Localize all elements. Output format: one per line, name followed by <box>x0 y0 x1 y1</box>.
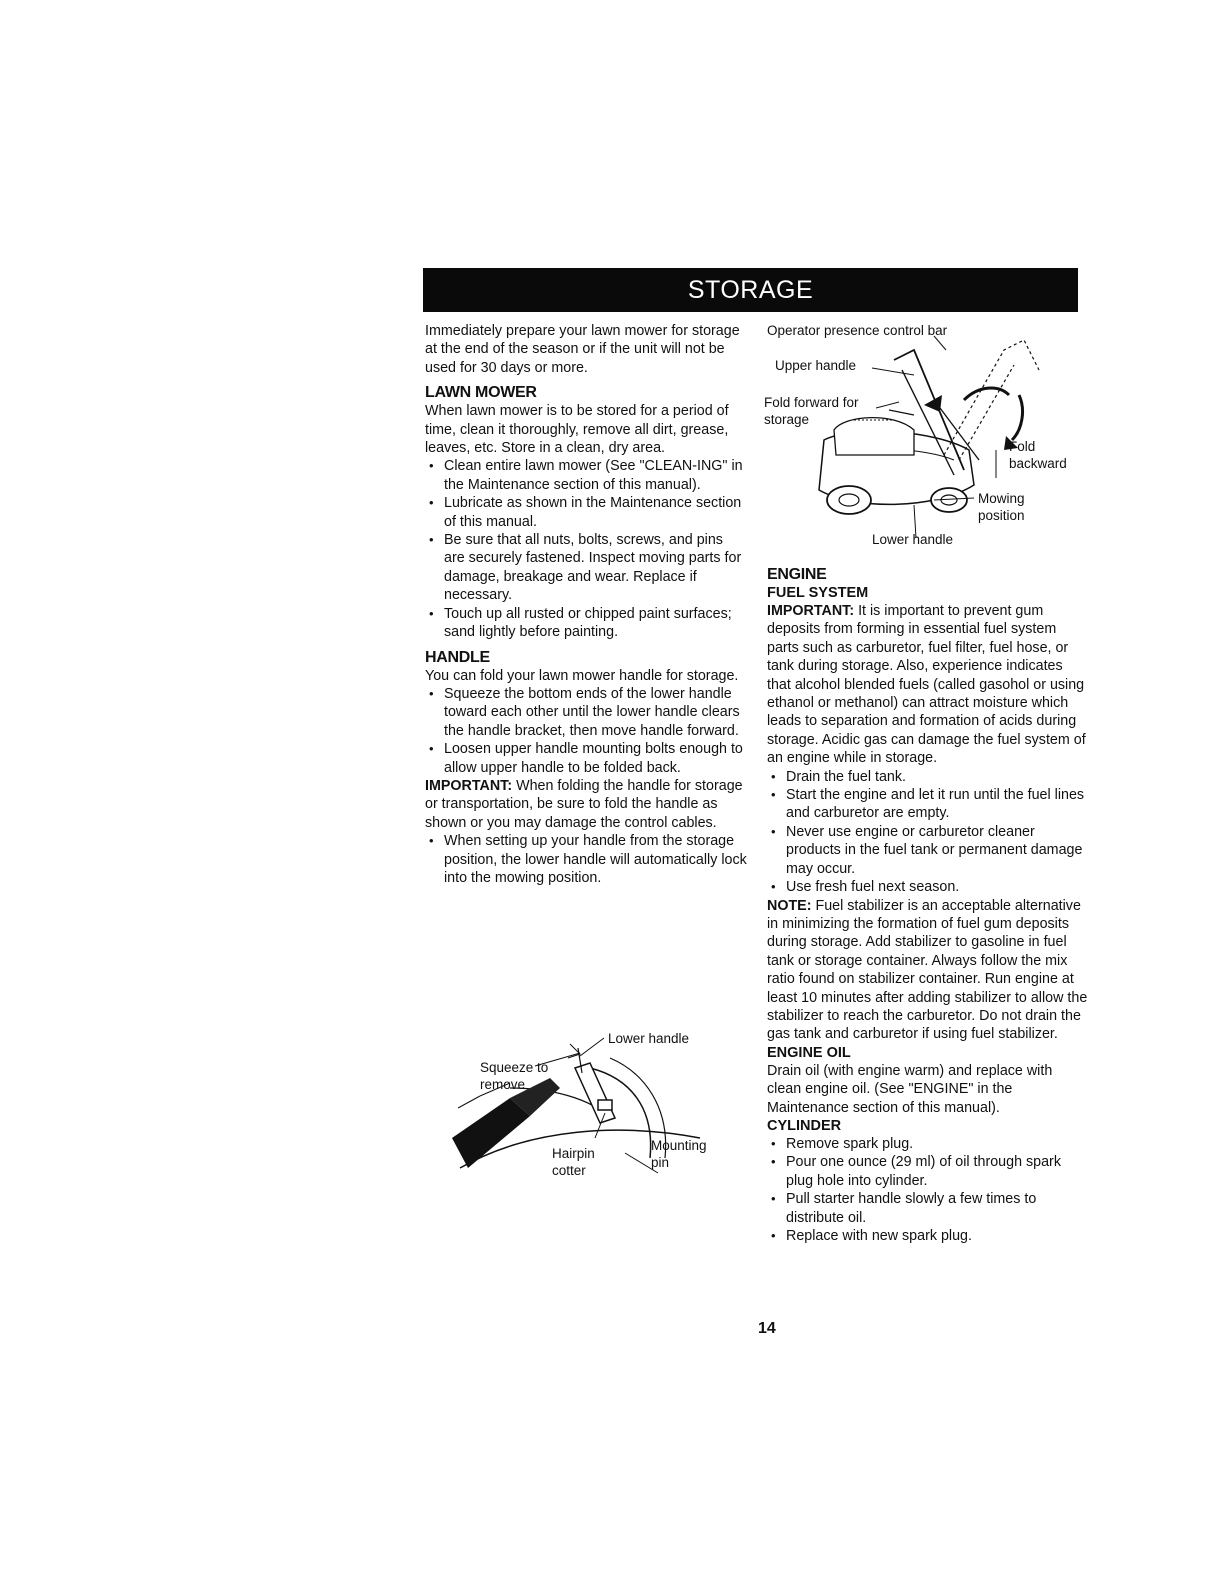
fig2-fold-backward-label-1: Fold <box>1009 439 1036 454</box>
handle-list-2 <box>425 832 747 887</box>
fig2-lower-handle-label: Lower handle <box>872 532 954 547</box>
lawn-mower-text: When lawn mower is to be stored for a period of time, clean it thoroughly, remove all dirt, grease, leaves, etc. Store in a clean, dry area. <box>425 403 729 457</box>
important-text: When folding the handle for storage or transportation, be sure to fold the handle as shown or you may damage the control cables. <box>425 777 743 831</box>
note-paragraph <box>767 897 1089 1044</box>
important-label: IMPORTANT: <box>767 603 855 619</box>
section-title: STORAGE <box>687 275 814 304</box>
list-item: • Use fresh fuel next season. <box>767 878 1089 896</box>
list-item: • Touch up all rusted or chipped paint surfaces; sand lightly before painting. <box>425 605 747 642</box>
handle-list <box>425 685 747 777</box>
fig2-upper-handle-label: Upper handle <box>775 358 857 373</box>
lawn-mower-list <box>425 457 747 641</box>
fuel-list <box>767 768 1089 897</box>
list-item: • Never use engine or carburetor cleaner products in the fuel tank or permanent damage may occur. <box>767 823 1089 878</box>
list-item: • Clean entire lawn mower (See "CLEAN-ING" in the Maintenance section of this manual). <box>425 457 747 494</box>
page-number: 14 <box>758 1320 776 1337</box>
fig1-squeeze-label-2: remove <box>480 1077 526 1092</box>
list-item: • Be sure that all nuts, bolts, screws, and pins are securely fastened. Inspect moving parts for damage, breakage and wear. Replace if necessary. <box>425 531 747 605</box>
left-column <box>425 322 747 887</box>
intro-paragraph: Immediately prepare your lawn mower for storage at the end of the season or if the unit will not be used for 30 days or more. <box>425 323 740 376</box>
note-label: NOTE: <box>767 897 812 914</box>
handle-bracket-drawing <box>440 1028 740 1188</box>
fig2-fold-forward-label-2: storage <box>764 412 810 427</box>
fuel-system-heading: FUEL SYSTEM <box>767 585 869 601</box>
handle-important <box>425 777 747 832</box>
list-item: • Loosen upper handle mounting bolts enough to allow upper handle to be folded back. <box>425 740 747 777</box>
fig1-hairpin-label-1: Hairpin <box>552 1146 595 1161</box>
fig2-fold-forward-label-1: Fold forward for <box>764 395 859 410</box>
fig1-mounting-label-1: Mounting <box>651 1138 707 1153</box>
fig2-operator-bar-label: Operator presence control bar <box>767 323 948 338</box>
fig2-mowing-label-2: position <box>978 508 1025 523</box>
list-item: • When setting up your handle from the storage position, the lower handle will automatically lock into the mowing position. <box>425 832 747 887</box>
cylinder-heading: CYLINDER <box>767 1117 842 1134</box>
handle-bracket-illustration <box>440 1028 740 1188</box>
mower-fold-illustration <box>764 320 1084 558</box>
important-label: IMPORTANT: <box>425 777 513 794</box>
mower-fold-drawing <box>764 320 1084 558</box>
fig1-hairpin-label-2: cotter <box>552 1163 586 1178</box>
engine-oil-text: Drain oil (with engine warm) and replace with clean engine oil. (See "ENGINE" in the Maintenance section of this manual). <box>767 1062 1053 1116</box>
cylinder-list <box>767 1135 1089 1245</box>
list-item: • Pour one ounce (29 ml) of oil through spark plug hole into cylinder. <box>767 1153 1089 1190</box>
list-item: • Replace with new spark plug. <box>767 1227 1089 1245</box>
list-item: • Pull starter handle slowly a few times to distribute oil. <box>767 1190 1089 1227</box>
right-column <box>767 565 1089 1245</box>
fig1-lower-handle-label: Lower handle <box>608 1031 690 1046</box>
engine-heading: ENGINE <box>767 566 827 583</box>
list-item: • Start the engine and let it run until the fuel lines and carburetor are empty. <box>767 786 1089 823</box>
list-item: • Lubricate as shown in the Maintenance section of this manual. <box>425 494 747 531</box>
list-item: • Squeeze the bottom ends of the lower handle toward each other until the lower handle clears the handle bracket, then move handle forward. <box>425 685 747 740</box>
section-banner <box>423 268 1078 312</box>
handle-text: You can fold your lawn mower handle for storage. <box>425 667 739 684</box>
fig2-fold-backward-label-2: backward <box>1009 456 1067 471</box>
lawn-mower-heading: LAWN MOWER <box>425 384 537 402</box>
fig1-squeeze-label-1: Squeeze to <box>480 1060 549 1075</box>
fig1-mounting-label-2: pin <box>651 1155 670 1170</box>
important-text: It is important to prevent gum deposits from forming in essential fuel system parts such as carburetor, fuel filter, fuel hose, or tank during storage. Also, experience indicates that alcohol blended fuels (called gasohol or using ethanol or methanol) can attract moisture which leads to separation and formation of acids during storage. Acidic gas can damage the fuel system of an engine while in storage. <box>767 603 1086 767</box>
list-item: • Remove spark plug. <box>767 1135 1089 1153</box>
fuel-important <box>767 602 1089 768</box>
list-item: • Drain the fuel tank. <box>767 768 1089 786</box>
note-text: Fuel stabilizer is an acceptable alternative in minimizing the formation of fuel gum deposits during storage. Add stabilizer to gasoline in fuel tank or storage container. Always follow the mix ratio found on stabilizer container. Run engine at least 10 minutes after adding stabilizer to allow the stabilizer to reach the carburetor. Do not drain the gas tank and carburetor if using fuel stabilizer. <box>767 897 1088 1043</box>
fig2-mowing-label-1: Mowing <box>978 491 1025 506</box>
engine-oil-heading: ENGINE OIL <box>767 1044 851 1061</box>
handle-heading: HANDLE <box>425 648 490 666</box>
